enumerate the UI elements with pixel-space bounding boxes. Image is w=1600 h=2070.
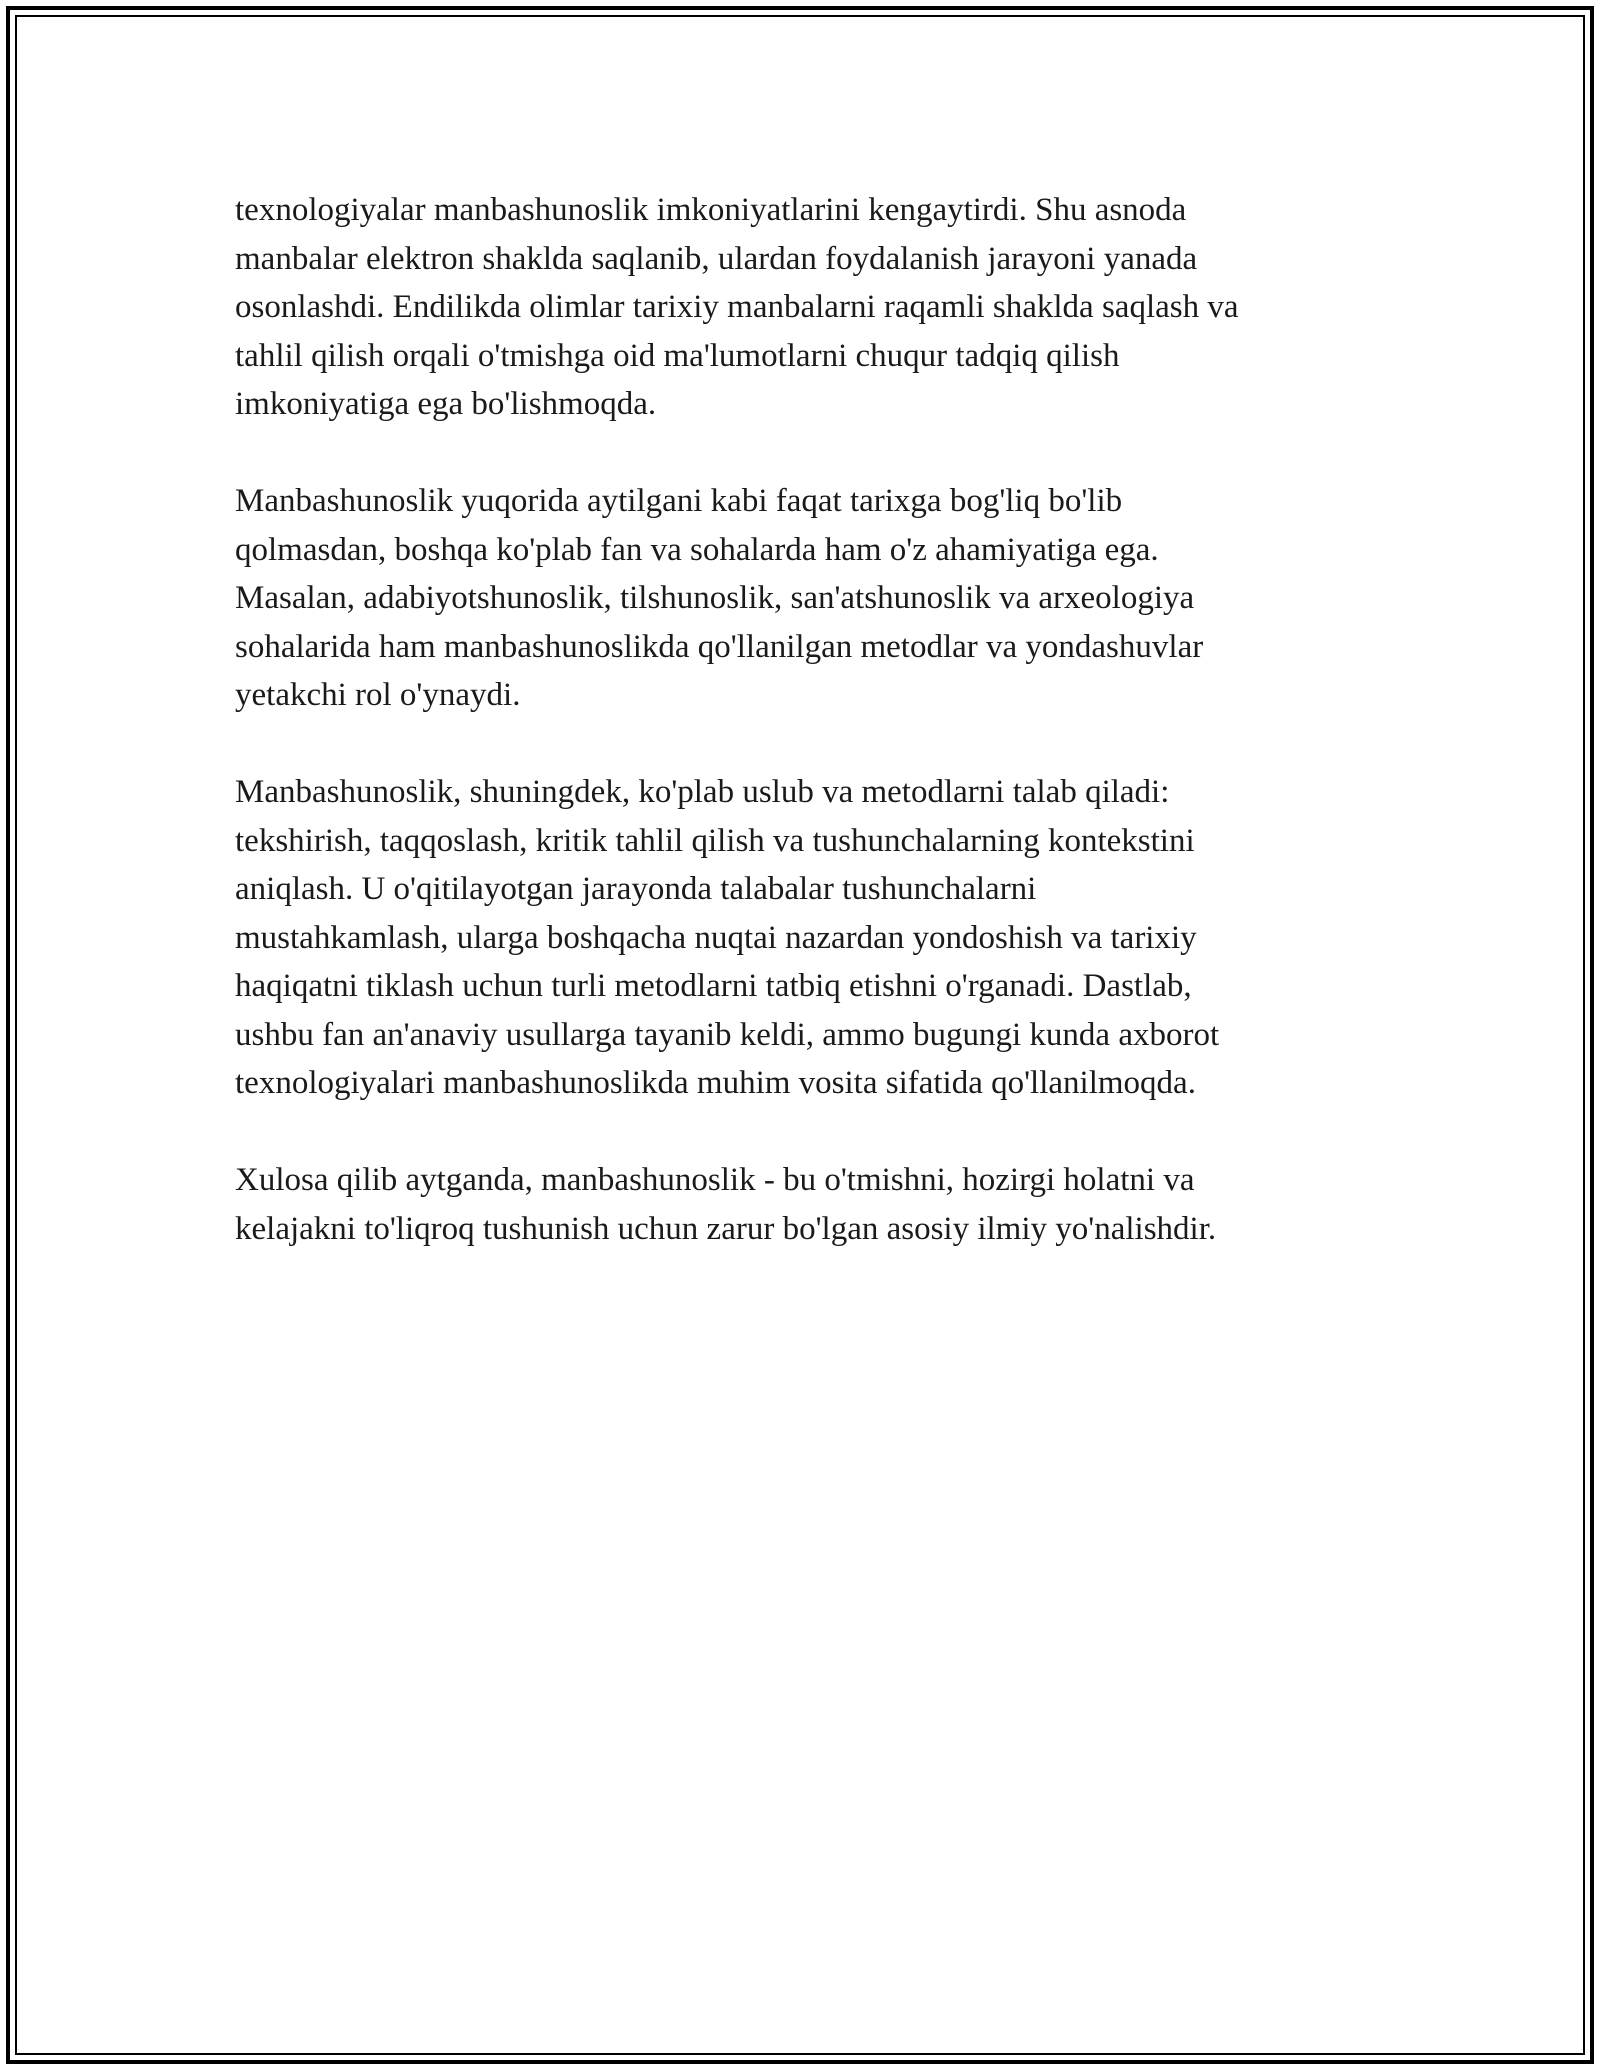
text-line: Manbashunoslik yuqorida aytilgani kabi faqat tarixga bog'liq bo'lib: [235, 483, 1123, 519]
text-line: ushbu fan an'anaviy usullarga tayanib keldi, ammo bugungi kunda axborot: [235, 1016, 1220, 1053]
text-line: imkoniyatiga ega bo'lishmoqda.: [235, 386, 657, 422]
text-line: qolmasdan, boshqa ko'plab fan va sohalarda ham o'z ahamiyatiga ega.: [235, 531, 1159, 568]
document-body: [235, 186, 1365, 1302]
paragraph: [235, 768, 1365, 1108]
text-line: texnologiyalari manbashunoslikda muhim vosita sifatida qo'llanilmoqda.: [235, 1065, 1196, 1101]
text-line: osonlashdi. Endilikda olimlar tarixiy manbalarni raqamli shaklda saqlash va: [235, 289, 1239, 325]
text-line: haqiqatni tiklash uchun turli metodlarni tatbiq etishni o'rganadi. Dastlab,: [235, 968, 1192, 1004]
text-line: aniqlash. U o'qitilayotgan jarayonda talabalar tushunchalarni: [235, 871, 1037, 907]
paragraph: [235, 186, 1365, 429]
text-line: tahlil qilish orqali o'tmishga oid ma'lumotlarni chuqur tadqiq qilish: [235, 337, 1120, 374]
paragraph: [235, 1156, 1365, 1253]
paragraph: [235, 477, 1365, 720]
text-line: Xulosa qilib aytganda, manbashunoslik - bu o'tmishni, hozirgi holatni va: [235, 1162, 1195, 1198]
text-line: manbalar elektron shaklda saqlanib, ulardan foydalanish jarayoni yanada: [235, 240, 1198, 277]
text-line: tekshirish, taqqoslash, kritik tahlil qilish va tushunchalarning kontekstini: [235, 822, 1195, 859]
text-line: mustahkamlash, ularga boshqacha nuqtai nazardan yondoshish va tarixiy: [235, 919, 1197, 956]
text-line: Manbashunoslik, shuningdek, ko'plab uslub va metodlarni talab qiladi:: [235, 774, 1170, 810]
text-line: kelajakni to'liqroq tushunish uchun zarur bo'lgan asosiy ilmiy yo'nalishdir.: [235, 1210, 1217, 1247]
text-line: Masalan, adabiyotshunoslik, tilshunoslik, san'atshunoslik va arxeologiya: [235, 580, 1195, 616]
text-line: yetakchi rol o'ynaydi.: [235, 677, 521, 713]
text-line: texnologiyalar manbashunoslik imkoniyatlarini kengaytirdi. Shu asnoda: [235, 192, 1187, 228]
text-line: sohalarida ham manbashunoslikda qo'llanilgan metodlar va yondashuvlar: [235, 628, 1204, 665]
